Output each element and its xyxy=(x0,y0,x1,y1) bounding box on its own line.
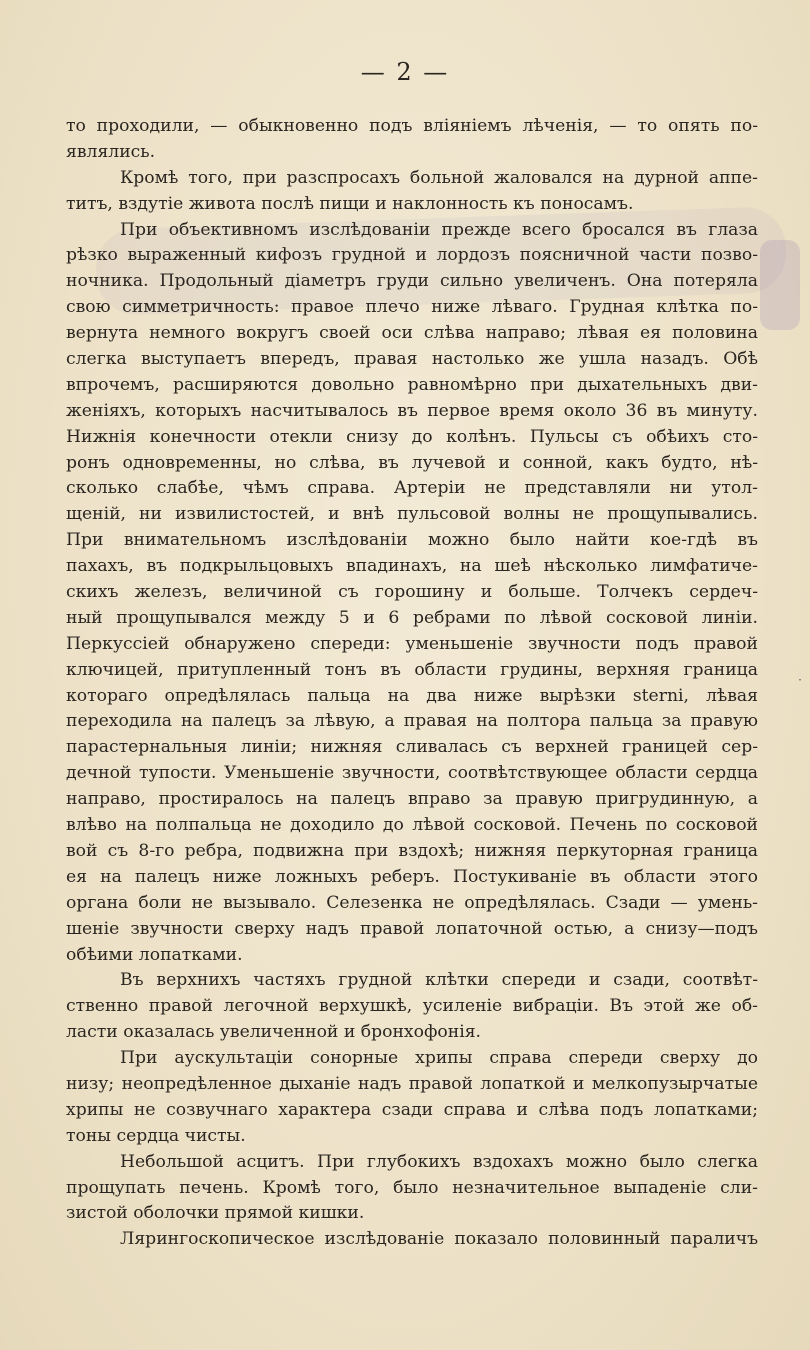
text-line: ея на палецъ ниже ложныхъ реберъ. Постукиваніе въ области этого xyxy=(66,866,758,887)
text-line: то проходили, — обыкновенно подъ вліяніемъ лѣченія, — то опять по- xyxy=(66,116,758,136)
text-line: ласти оказалась увеличенной и бронхофонія. xyxy=(66,1022,482,1043)
text-line: сколько слабѣе, чѣмъ справа. Артеріи не представляли ни утол- xyxy=(66,478,758,499)
text-line: влѣво на полпальца не доходило до лѣвой сосковой. Печень по сосковой xyxy=(66,815,758,836)
text-line: титъ, вздутіе живота послѣ пищи и наклонность къ поносамъ. xyxy=(66,193,634,214)
text-line: являлись. xyxy=(66,141,156,162)
text-line: щеній, ни извилистостей, и внѣ пульсовой волны не прощупывались. xyxy=(66,504,758,525)
text-line: шеніе звучности сверху надъ правой лопаточной остью, а снизу—подъ xyxy=(66,918,758,939)
text-line: дечной тупости. Уменьшеніе звучности, соотвѣтствующее области сердца xyxy=(66,763,758,784)
text-line: женіяхъ, которыхъ насчитывалось въ первое время около 36 въ минуту. xyxy=(66,400,758,421)
text-line: Перкуссіей обнаружено спереди: уменьшеніе звучности подъ правой xyxy=(66,633,758,654)
text-line: При аускультаціи сонорные хрипы справа спереди сверху до xyxy=(120,1048,758,1069)
text-line: зистой оболочки прямой кишки. xyxy=(66,1203,365,1224)
text-line: ночника. Продольный діаметръ груди сильно увеличенъ. Она потеряла xyxy=(66,271,758,292)
ink-stain-margin xyxy=(760,240,800,330)
text-line: Лярингоскопическое изслѣдованіе показало половинный параличъ xyxy=(120,1229,758,1250)
text-line: ронъ одновременны, но слѣва, въ лучевой и сонной, какъ будто, нѣ- xyxy=(66,452,758,473)
text-line: прощупать печень. Кромѣ того, было незначительное выпаденіе сли- xyxy=(66,1177,758,1198)
text-line: слегка выступаетъ впередъ, правая настолько же ушла назадъ. Обѣ xyxy=(66,349,758,370)
text-line: пахахъ, въ подкрыльцовыхъ впадинахъ, на шеѣ нѣсколько лимфатиче- xyxy=(66,556,758,577)
text-line: рѣзко выраженный кифозъ грудной и лордозъ поясничной части позво- xyxy=(66,245,758,266)
text-line: обѣими лопатками. xyxy=(66,944,243,965)
text-line: хрипы не созвучнаго характера сзади справа и слѣва подъ лопатками; xyxy=(66,1099,758,1120)
text-line: Небольшой асцитъ. При глубокихъ вздохахъ можно было слегка xyxy=(120,1151,758,1172)
text-line: Въ верхнихъ частяхъ грудной клѣтки спереди и сзади, соотвѣт- xyxy=(120,970,758,991)
text-line: вернута немного вокругъ своей оси слѣва направо; лѣвая ея половина xyxy=(66,323,758,344)
text-line: скихъ железъ, величиной съ горошину и больше. Толчекъ сердеч- xyxy=(66,582,758,603)
text-line: направо, простиралось на палецъ вправо за правую пригрудинную, а xyxy=(66,789,758,810)
text-line: Кромѣ того, при разспросахъ больной жаловался на дурной аппе- xyxy=(120,167,758,188)
text-line: При внимательномъ изслѣдованіи можно было найти кое-гдѣ въ xyxy=(66,530,758,551)
text-line: ключицей, притупленный тонъ въ области грудины, верхняя граница xyxy=(66,659,758,680)
text-line: впрочемъ, расширяются довольно равномѣрно при дыхательныхъ дви- xyxy=(66,374,758,395)
text-line: котораго опредѣлялась пальца на два ниже вырѣзки sterni, лѣвая xyxy=(66,685,758,706)
text-line: низу; неопредѣленное дыханіе надъ правой лопаткой и мелкопузырчатые xyxy=(66,1073,758,1094)
text-line: ный прощупывался между 5 и 6 ребрами по лѣвой сосковой линіи. xyxy=(66,607,758,628)
text-line: При объективномъ изслѣдованіи прежде всего бросался въ глаза xyxy=(120,219,758,240)
text-line: вой съ 8-го ребра, подвижна при вздохѣ; нижняя перкуторная граница xyxy=(66,840,758,861)
text-line: органа боли не вызывало. Селезенка не опредѣлялась. Сзади — умень- xyxy=(66,892,758,913)
text-line: ственно правой легочной верхушкѣ, усиленіе вибраціи. Въ этой же об- xyxy=(66,996,758,1017)
text-line: переходила на палецъ за лѣвую, а правая на полтора пальца за правую xyxy=(66,711,758,732)
text-line: свою симметричность: правое плечо ниже лѣваго. Грудная клѣтка по- xyxy=(66,297,758,318)
text-line: парастернальныя линіи; нижняя сливалась съ верхней границей сер- xyxy=(66,737,758,758)
page-number: — 2 — xyxy=(360,58,450,86)
text-line: тоны сердца чисты. xyxy=(66,1125,246,1146)
body-text xyxy=(66,114,758,1253)
text-line: Нижнія конечности отекли снизу до колѣнъ. Пульсы съ обѣихъ сто- xyxy=(66,426,758,447)
